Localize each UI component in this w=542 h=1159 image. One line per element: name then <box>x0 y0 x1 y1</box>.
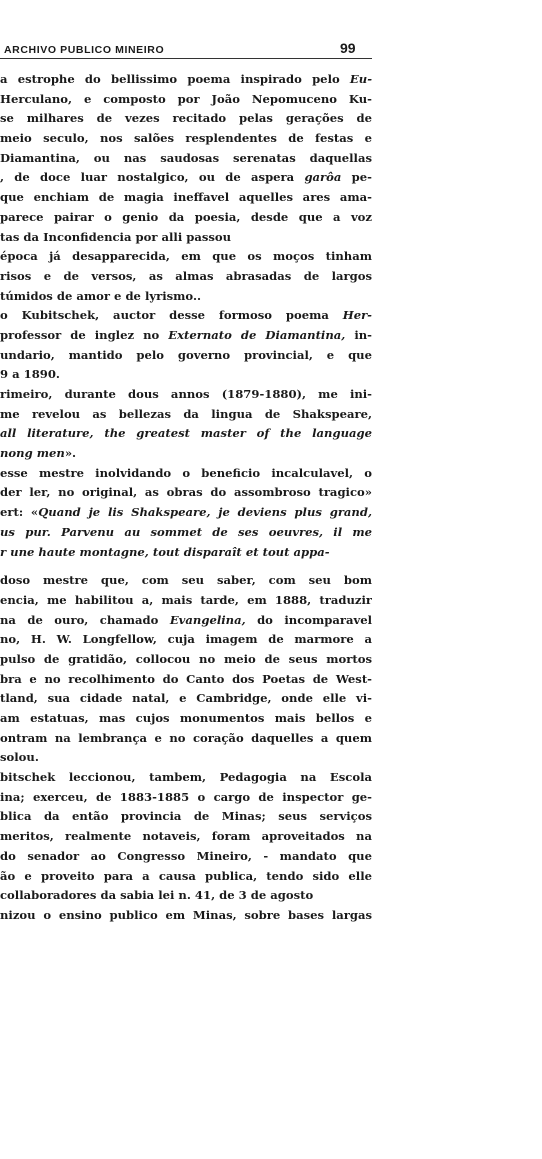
text-run: encia, me habilitou a, mais tarde, em 1888, traduzir <box>0 592 372 607</box>
text-line <box>0 385 372 405</box>
text-line <box>0 168 372 188</box>
text-line <box>0 807 372 827</box>
italic-text: all literature, the greatest master of the language <box>0 426 372 441</box>
text-run: Diamantina, ou nas saudosas serenatas daquellas <box>0 150 372 165</box>
text-line <box>0 503 372 523</box>
text-line <box>0 70 372 90</box>
italic-text: nong men <box>0 446 65 461</box>
text-line <box>0 109 372 129</box>
text-run: Herculano, e composto por João Nepomuceno Ku- <box>0 91 372 106</box>
text-run: época já desapparecida, em que os moços tinham <box>0 249 372 264</box>
text-run: me revelou as bellezas da lingua de Shakspeare, <box>0 406 372 421</box>
text-line <box>0 306 372 326</box>
text-line <box>0 630 372 650</box>
header-divider <box>0 58 372 59</box>
text-run: ina; exerceu, de 1883-1885 o cargo de inspector ge- <box>0 789 372 804</box>
text-line <box>0 483 372 503</box>
text-line <box>0 464 372 484</box>
text-line <box>0 689 372 709</box>
text-line <box>0 247 372 267</box>
text-line <box>0 424 372 444</box>
text-line <box>0 346 372 366</box>
text-line <box>0 611 372 631</box>
text-line <box>0 729 372 749</box>
text-line <box>0 365 372 385</box>
text-run: ontram na lembrança e no coração daquelles a quem <box>0 730 372 745</box>
text-run: risos e de versos, as almas abrasadas de largos <box>0 268 372 283</box>
page-number: 99 <box>340 40 356 56</box>
text-line <box>0 149 372 169</box>
text-run: do incomparavel <box>245 612 372 627</box>
text-run: am estatuas, mas cujos monumentos mais bellos e <box>0 711 372 725</box>
text-run: blica da então provincia de Minas; seus serviços <box>0 809 372 824</box>
text-line <box>0 90 372 110</box>
text-line <box>0 444 372 464</box>
text-line <box>0 405 372 425</box>
text-run: ão e proveito para a causa publica, tendo sido elle <box>0 868 372 883</box>
text-run: o Kubitschek, auctor desse formoso poema <box>0 308 343 323</box>
text-line <box>0 748 372 768</box>
text-run: meritos, realmente notaveis, foram aproveitados na <box>0 829 372 844</box>
text-run: que enchiam de magia ineffavel aquelles ares ama- <box>0 190 372 205</box>
text-line <box>0 571 372 591</box>
italic-text: r une haute montagne, tout disparaît et tout appa- <box>0 544 330 559</box>
text-run: bitschek leccionou, tambem, Pedagogia na Escola <box>0 770 372 785</box>
text-run: na de ouro, chamado <box>0 612 170 627</box>
text-line <box>0 326 372 346</box>
italic-text: garôa <box>304 170 342 185</box>
text-run: der ler, no original, as obras do assombroso tragico» <box>0 485 372 500</box>
text-line <box>0 709 372 729</box>
text-line <box>0 768 372 788</box>
text-run: professor de inglez no <box>0 327 169 342</box>
text-line <box>0 591 372 611</box>
text-run: pe- <box>341 170 372 185</box>
text-run: solou. <box>0 750 39 765</box>
text-run: do senador ao Congresso Mineiro, - mandato que <box>0 848 372 863</box>
italic-text: Her- <box>342 308 372 323</box>
text-run: túmidos de amor e de lyrismo.. <box>0 288 202 303</box>
text-run: ». <box>64 446 77 461</box>
text-run: tland, sua cidade natal, e Cambridge, onde elle vi- <box>0 691 372 706</box>
text-run: parece pairar o genio da poesia, desde que a voz <box>0 209 372 224</box>
italic-text: Quand je lis Shakspeare, je deviens plus grand, <box>38 505 372 520</box>
text-line <box>0 543 372 563</box>
text-line <box>0 886 372 906</box>
text-run: meio seculo, nos salões resplendentes de festas e <box>0 131 372 146</box>
text-line <box>0 523 372 543</box>
running-title: ARCHIVO PUBLICO MINEIRO <box>4 44 165 56</box>
text-line <box>0 847 372 867</box>
text-run: ert: « <box>0 505 39 520</box>
text-line <box>0 827 372 847</box>
text-line <box>0 267 372 287</box>
text-run: bra e no recolhimento do Canto dos Poetas de West- <box>0 671 372 686</box>
text-line <box>0 867 372 887</box>
text-run: doso mestre que, com seu saber, com seu bom <box>0 573 372 588</box>
text-run: a estrophe do bellissimo poema inspirado pelo <box>0 72 350 86</box>
text-run: no, H. W. Longfellow, cuja imagem de marmore a <box>0 632 372 647</box>
text-run: tas da Inconfidencia por alli passou <box>0 229 232 244</box>
text-run: in- <box>345 327 372 342</box>
text-run: esse mestre inolvidando o beneficio incalculavel, o <box>0 465 372 480</box>
italic-text: Evangelina, <box>169 612 246 627</box>
text-run: rimeiro, durante dous annos (1879-1880), me ini- <box>0 387 372 401</box>
text-run: pulso de gratidão, collocou no meio de seus mortos <box>0 651 372 666</box>
page-header <box>0 34 372 56</box>
italic-text: us pur. Parvenu au sommet de ses oeuvres, il me <box>0 524 372 539</box>
text-line <box>0 788 372 808</box>
text-run: 9 a 1890. <box>0 367 60 382</box>
text-run: nizou o ensino publico em Minas, sobre bases largas <box>0 907 372 922</box>
italic-text: Eu- <box>349 72 372 86</box>
body-text <box>0 70 372 926</box>
text-line <box>0 129 372 149</box>
text-line <box>0 208 372 228</box>
text-line <box>0 670 372 690</box>
italic-text: Externato de Diamantina, <box>168 327 346 342</box>
text-line <box>0 188 372 208</box>
text-line <box>0 287 372 307</box>
text-run: , de doce luar nostalgico, ou de aspera <box>0 170 305 185</box>
text-line <box>0 650 372 670</box>
text-line <box>0 228 372 248</box>
text-line <box>0 906 372 926</box>
text-run: collaboradores da sabia lei n. 41, de 3 de agosto <box>0 888 314 903</box>
text-run: undario, mantido pelo governo provincial, e que <box>0 347 372 362</box>
text-run: se milhares de vezes recitado pelas gerações de <box>0 111 372 126</box>
